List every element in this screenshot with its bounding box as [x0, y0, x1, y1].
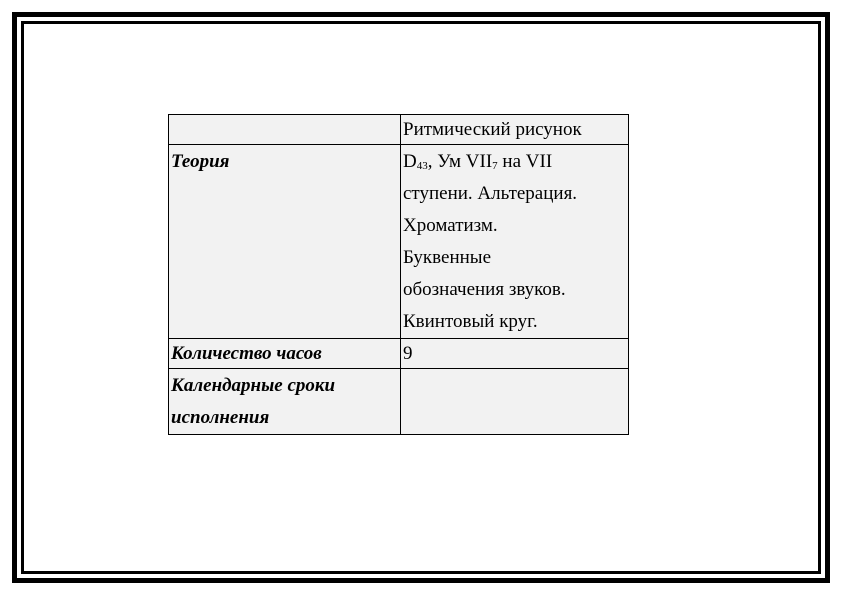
plan-table	[168, 114, 629, 435]
chord-vii-subscript: 7	[492, 160, 498, 172]
theory-line-6: Квинтовый круг.	[403, 311, 538, 332]
theory-label: Теория	[169, 145, 401, 339]
table-row	[169, 115, 629, 145]
deadline-value	[401, 369, 629, 435]
hours-value: 9	[401, 339, 629, 369]
theory-line-4: Буквенные	[403, 247, 491, 268]
header-label-cell	[169, 115, 401, 145]
theory-line-2: ступени. Альтерация.	[403, 183, 578, 204]
chord-mid: , Ум VII	[427, 151, 493, 172]
deadline-label-line-2: исполнения	[171, 407, 270, 428]
header-value-cell: Ритмический рисунок	[401, 115, 629, 145]
table-row	[169, 339, 629, 369]
chord-end: на VII	[497, 151, 553, 172]
theory-line-5: обозначения звуков.	[403, 279, 566, 300]
chord-d: D	[403, 151, 417, 172]
hours-label: Количество часов	[169, 339, 401, 369]
deadline-label-line-1: Календарные сроки	[171, 375, 336, 396]
deadline-label	[169, 369, 401, 435]
theory-value	[401, 145, 629, 339]
chord-d-subscript: 43	[416, 160, 428, 172]
theory-line-1	[403, 146, 626, 178]
table-row	[169, 145, 629, 339]
table-row	[169, 369, 629, 435]
theory-line-3: Хроматизм.	[403, 215, 498, 236]
